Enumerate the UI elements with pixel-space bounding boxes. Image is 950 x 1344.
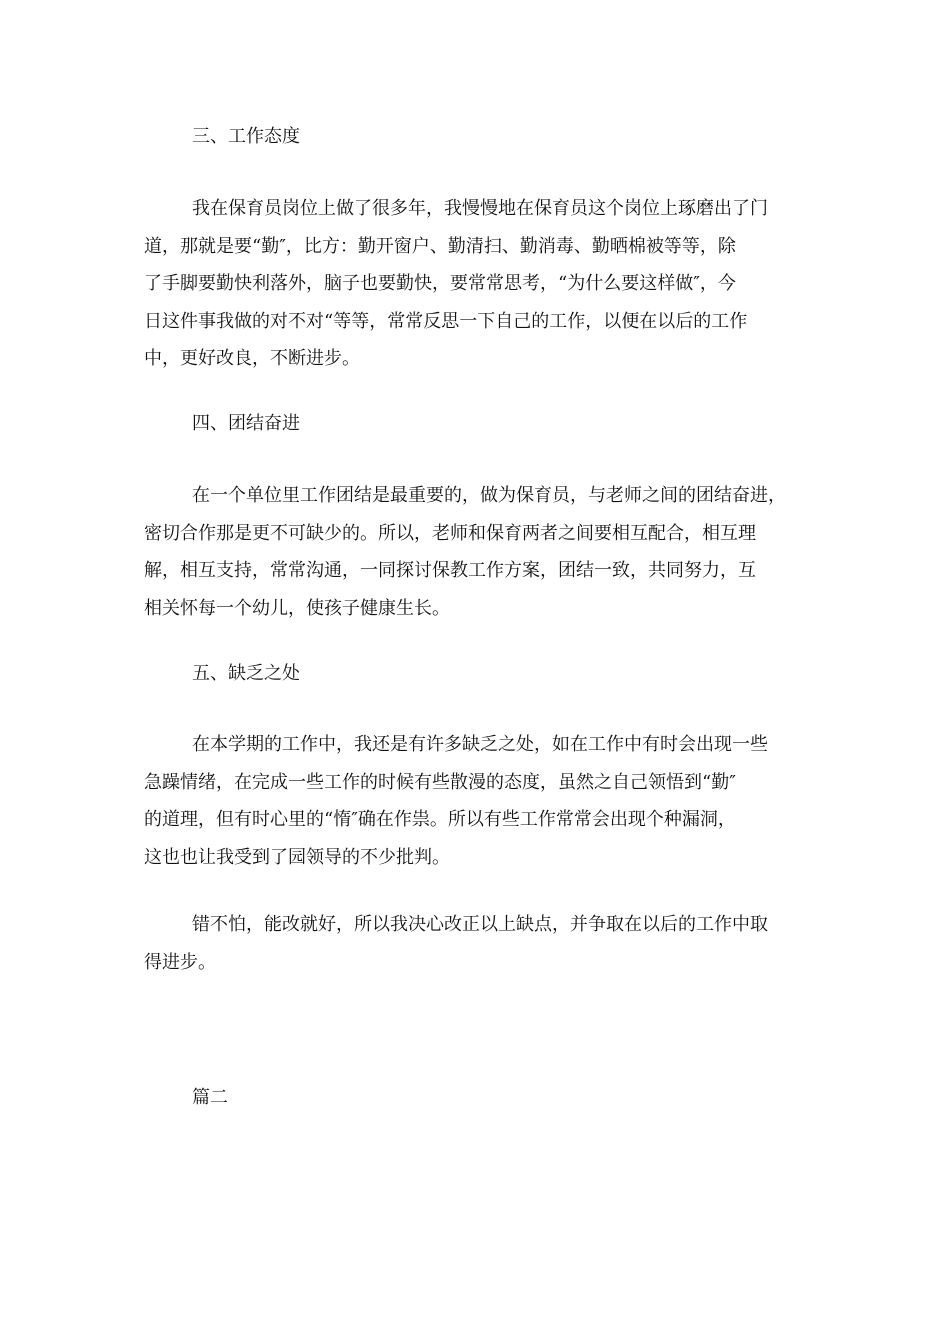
paragraph-line: 得进步。	[144, 951, 216, 973]
paragraph-line: 密切合作那是更不可缺少的。所以，老师和保育两者之间要相互配合，相互理	[144, 522, 756, 544]
paragraph-line: 这也也让我受到了园领导的不少批判。	[144, 846, 450, 868]
paragraph-line: 的道理，但有时心里的“惰″确在作祟。所以有些工作常常会出现个种漏洞，	[144, 809, 736, 831]
paragraph-line: 解，相互支持，常常沟通，一同探讨保教工作方案，团结一致，共同努力，互	[144, 560, 756, 582]
paragraph-line: 日这件事我做的对不对“等等，常常反思一下自己的工作，以便在以后的工作	[144, 310, 748, 332]
paragraph-line: 错不怕，能改就好，所以我决心改正以上缺点，并争取在以后的工作中取	[192, 914, 768, 935]
paragraph-closing	[144, 906, 824, 981]
paragraph-shortcomings	[144, 726, 824, 876]
paragraph-work-attitude	[144, 190, 824, 378]
part-heading: 篇二	[192, 1087, 228, 1108]
paragraph-line: 相关怀每一个幼儿，使孩子健康生长。	[144, 597, 450, 619]
paragraph-line: 道，那就是要“勤″，比方：勤开窗户、勤清扫、勤消毒、勤晒棉被等等，除	[144, 235, 736, 257]
paragraph-line: 我在保育员岗位上做了很多年，我慢慢地在保育员这个岗位上琢磨出了门	[192, 198, 768, 219]
section-heading-unity: 四、团结奋进	[192, 413, 300, 434]
paragraph-line: 中，更好改良，不断进步。	[144, 348, 360, 370]
paragraph-line: 在一个单位里工作团结是最重要的，做为保育员，与老师之间的团结奋进，	[192, 485, 786, 506]
section-heading-work-attitude: 三、工作态度	[192, 126, 300, 147]
paragraph-line: 急躁情绪，在完成一些工作的时候有些散漫的态度，虽然之自己领悟到“勤″	[144, 771, 736, 793]
paragraph-line: 了手脚要勤快利落外，脑子也要勤快，要常常思考，“为什么要这样做″，今	[144, 273, 736, 295]
paragraph-line: 在本学期的工作中，我还是有许多缺乏之处，如在工作中有时会出现一些	[192, 734, 768, 755]
section-heading-shortcomings: 五、缺乏之处	[192, 663, 300, 684]
paragraph-unity	[144, 477, 824, 627]
